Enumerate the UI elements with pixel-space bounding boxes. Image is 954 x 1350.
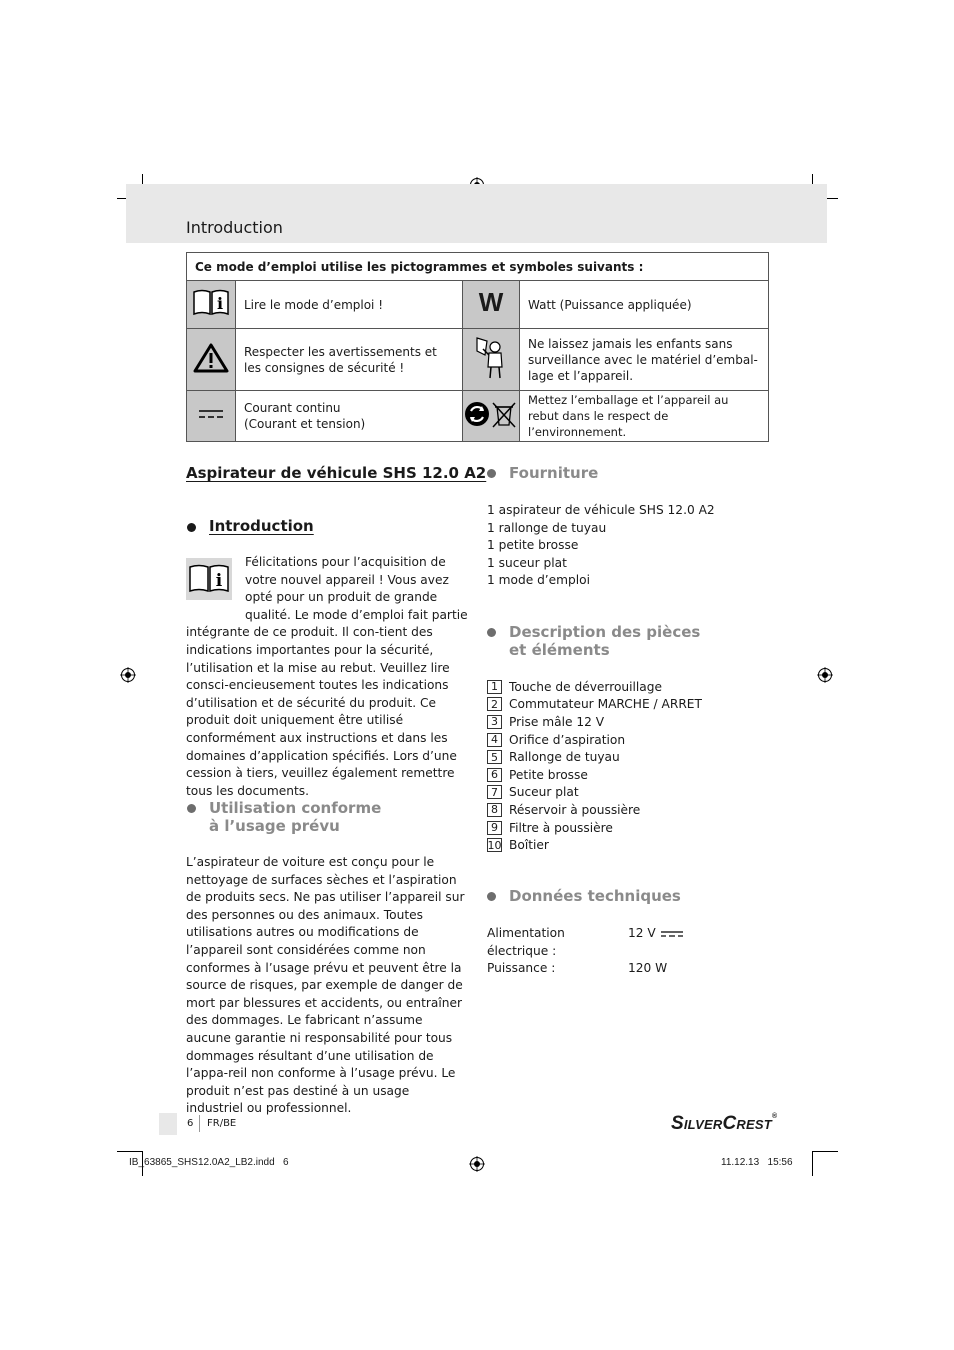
part-number: 5 (487, 750, 502, 764)
part-number: 6 (487, 768, 502, 782)
book-info-icon (191, 287, 231, 319)
list-item (487, 836, 702, 854)
crop-mark (813, 1151, 838, 1152)
warning-triangle-icon (193, 342, 229, 374)
part-label: Orifice d’aspiration (509, 732, 626, 747)
list-item: 1 suceur plat (487, 555, 567, 570)
parts-heading (509, 623, 700, 659)
part-label: Commutateur MARCHE / ARRET (509, 697, 702, 712)
usage-heading (209, 799, 381, 835)
list-item: 1 aspirateur de véhicule SHS 12.0 A2 (487, 503, 715, 517)
brand-logo (671, 1113, 777, 1135)
usage-heading-line1: Utilisation conforme (209, 799, 382, 817)
product-title: Aspirateur de véhicule SHS 12.0 A2 (186, 464, 487, 482)
recycle-bin-icon (463, 399, 519, 429)
part-number: 10 (487, 838, 502, 852)
list-item (487, 678, 702, 696)
registration-mark-icon (469, 1156, 485, 1172)
usage-paragraph: L’aspirateur de voiture est conçu pour le nettoyage de surfaces sèches et l’aspiration de produits secs. Ne pas utiliser l’appareil sur des personnes ou des animaux. Toutes utilisations autres ou modifications de l’appareil sont considérées comme non conformes à l’usage prévu et peuvent être la source de risques, par exemple de danger de mort par blessures et accidents, ou entraîner des dommages. Le fabricant n’assume aucune garantie ni responsabilité pour tous dommages résultant d’une utilisation de l’appa-reil non conforme à l’usage prévu. Le produit n’est pas destiné à un usage industriel ou professionnel. (186, 855, 465, 1116)
spec-row (487, 925, 684, 960)
divider (199, 1115, 200, 1132)
spec-row (487, 960, 684, 978)
svg-text:i: i (216, 293, 224, 313)
supply-heading: Fourniture (509, 464, 599, 482)
part-label: Touche de déverrouillage (509, 679, 662, 694)
tech-heading: Données techniques (509, 887, 681, 905)
bullet (487, 892, 496, 901)
print-date: 11.12.13 15:56 (721, 1157, 793, 1168)
part-label: Réservoir à poussière (509, 802, 641, 817)
part-label: Boîtier (509, 838, 549, 853)
part-label: Rallonge de tuyau (509, 750, 620, 765)
symbol-desc: Watt (Puissance appliquée) (520, 281, 769, 329)
bullet (487, 628, 496, 637)
direct-current-icon (660, 928, 684, 940)
page-number-box (159, 1113, 177, 1135)
direct-current-icon (196, 408, 226, 420)
intro-heading: Introduction (209, 517, 314, 535)
part-number: 3 (487, 715, 502, 729)
brand-letter: ® (771, 1113, 778, 1120)
symbol-desc: Lire le mode d’emploi ! (236, 281, 463, 329)
spec-label: Puissance : (487, 961, 556, 976)
list-item (487, 731, 702, 749)
registration-mark-icon (817, 667, 833, 683)
tech-specs (487, 925, 684, 978)
part-label: Filtre à poussière (509, 820, 613, 835)
spec-label: Alimentation électrique : (487, 926, 565, 958)
bullet (187, 804, 196, 813)
page-number: 6 (187, 1118, 194, 1129)
list-item (487, 713, 702, 731)
locale-label: FR/BE (207, 1118, 237, 1129)
intro-text: Félicitations pour l’acquisition de votre nouvel appareil ! Vous avez opté pour un produit de grande qualité. Le mode d’emploi fait partie intégrante de ce produit. Il con-tient des indications importantes pour la sécurité, l’utilisation et la mise au rebut. Veuillez lire consci-encieusement toutes les indications d’utilisation et de sécurité du produit. Ce produit doit uniquement être utilisé conformément aux instructions et dans les domaines d’application spécifiés. Lors d’une cession à tiers, veuillez également remettre tous les documents. (186, 555, 468, 798)
spec-value: 120 W (628, 961, 668, 976)
part-number: 8 (487, 803, 502, 817)
list-item: 1 mode d’emploi (487, 573, 591, 588)
crop-mark (117, 1151, 142, 1152)
brand-letter: ILVER (683, 1117, 723, 1132)
list-item (487, 748, 702, 766)
intro-paragraph (186, 554, 468, 800)
list-item (487, 819, 702, 837)
symbols-table-heading: Ce mode d’emploi utilise les pictogrammes et symboles suivants : (187, 253, 769, 281)
part-label: Petite brosse (509, 767, 588, 782)
list-item: 1 petite brosse (487, 538, 579, 553)
svg-text:i: i (215, 571, 223, 591)
symbol-desc: Ne laissez jamais les enfants sans surveillance avec le matériel d’embal-lage et l’appareil. (520, 329, 769, 391)
brand-letter: C (722, 1113, 737, 1134)
usage-heading-line2: à l’usage prévu (209, 817, 340, 835)
part-number: 2 (487, 697, 502, 711)
list-item (487, 696, 702, 714)
supply-list (487, 502, 715, 590)
crop-mark (812, 1151, 813, 1176)
brand-letter: REST (736, 1117, 772, 1132)
part-label: Suceur plat (509, 785, 579, 800)
bullet (487, 469, 496, 478)
parts-heading-line1: Description des pièces (509, 623, 701, 641)
part-number: 9 (487, 821, 502, 835)
watt-symbol-icon: W (478, 287, 504, 317)
page-title: Introduction (186, 218, 283, 237)
parts-heading-line2: et éléments (509, 641, 610, 659)
symbol-desc (520, 391, 769, 442)
bullet (187, 523, 196, 532)
list-item (487, 784, 702, 802)
parts-list (487, 678, 702, 854)
symbol-desc: Respecter les avertissements et les consignes de sécurité ! (236, 329, 463, 391)
child-warning-icon (473, 335, 509, 381)
list-item: 1 rallonge de tuyau (487, 520, 607, 535)
file-info: IB_63865_SHS12.0A2_LB2.indd 6 (129, 1157, 289, 1168)
symbol-desc: Courant continu (Courant et tension) (236, 391, 463, 442)
part-number: 1 (487, 680, 502, 694)
brand-letter: S (671, 1113, 684, 1134)
symbols-table (186, 252, 769, 442)
spec-value: 12 V (628, 926, 656, 940)
part-number: 7 (487, 785, 502, 799)
list-item (487, 801, 702, 819)
part-number: 4 (487, 733, 502, 747)
part-label: Prise mâle 12 V (509, 714, 605, 729)
list-item (487, 766, 702, 784)
registration-mark-icon (120, 667, 136, 683)
recycle-text: Mettez l’emballage et l’appareil au rebut dans le respect de l’environnement. (528, 393, 729, 439)
